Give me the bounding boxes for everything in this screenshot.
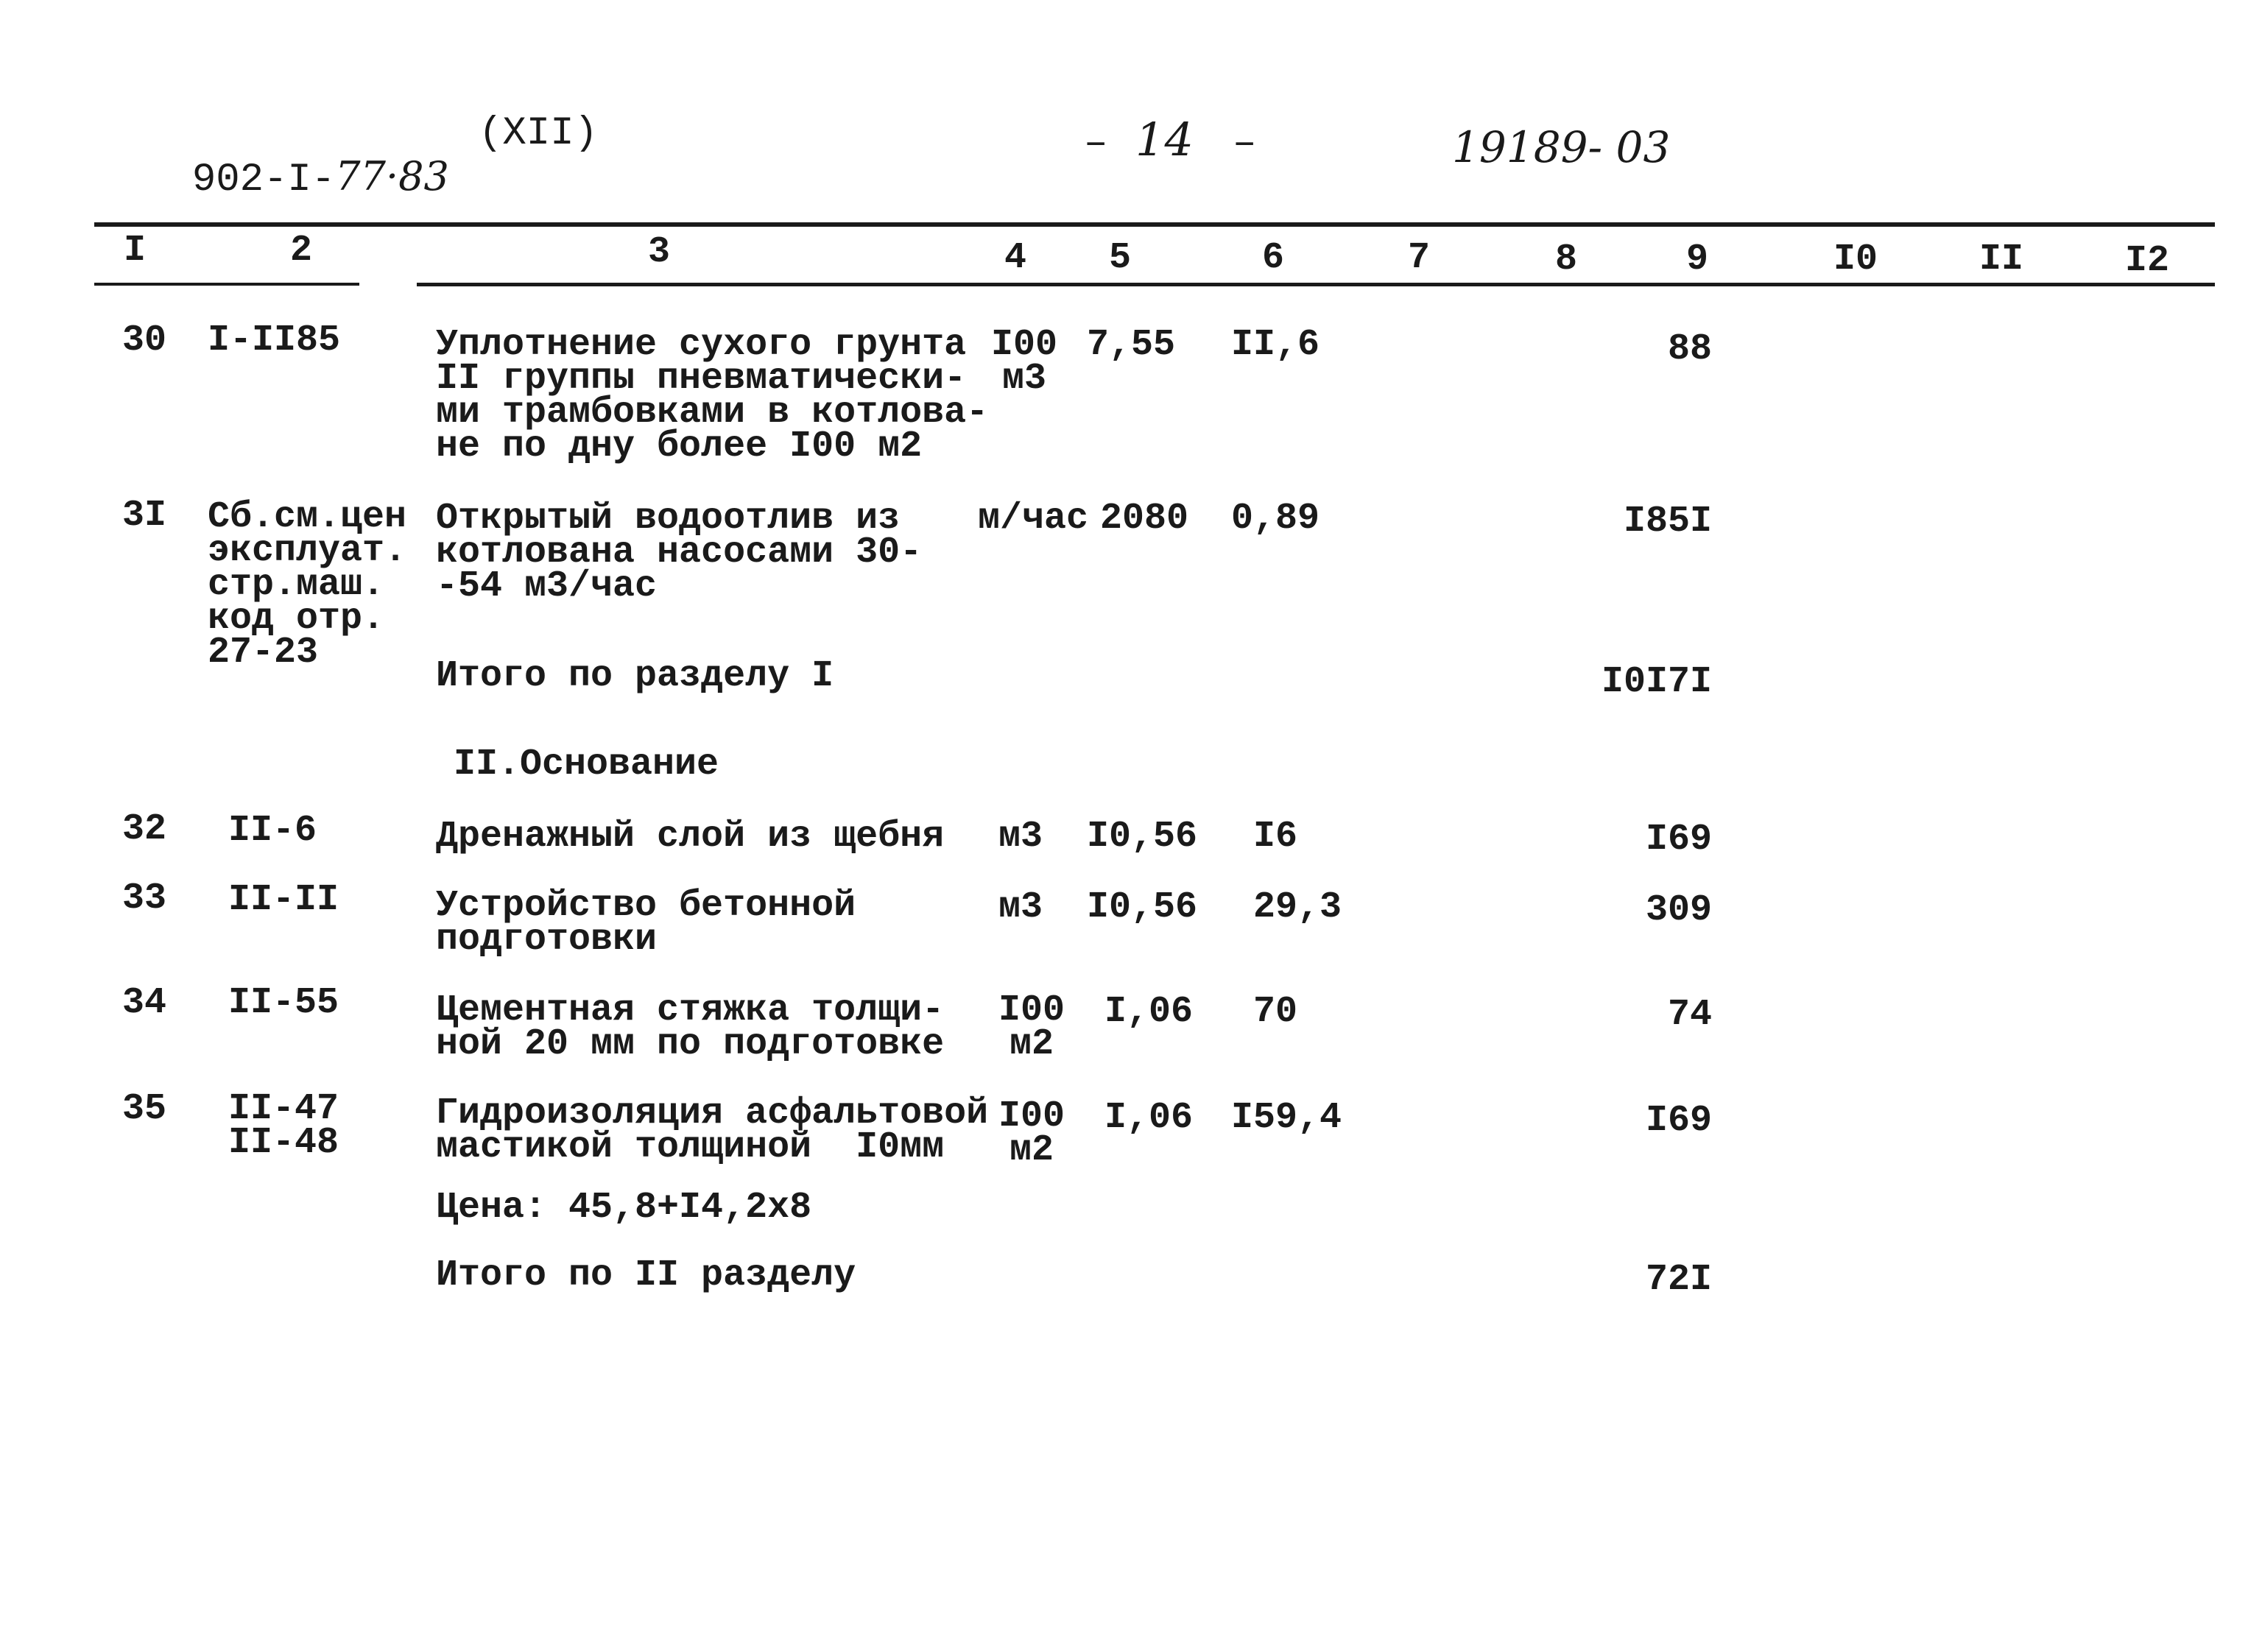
quantity: 7,55 [1087, 324, 1176, 366]
column-number: 2 [290, 230, 313, 272]
total-cost: I69 [1645, 1100, 1712, 1142]
unit: м/час [978, 498, 1089, 540]
doc-code-printed: 902-I- [191, 158, 336, 202]
column-number: 7 [1408, 237, 1431, 279]
unit: м3 [998, 816, 1043, 858]
unit: I00 м3 [990, 324, 1057, 400]
rate-code: I-II85 [208, 320, 341, 361]
rate-code: II-6 [228, 810, 317, 852]
row-number: 33 [122, 878, 167, 919]
unit-price: I59,4 [1231, 1097, 1342, 1139]
subtotal-value: I0I7I [1601, 661, 1712, 703]
total-cost: I69 [1645, 819, 1712, 861]
header-bottom-rule-right [417, 283, 2215, 286]
unit: м3 [998, 886, 1043, 928]
column-number: I2 [2125, 240, 2170, 282]
unit-price: I6 [1253, 816, 1298, 858]
archive-number: 19189- 03 [1452, 122, 1671, 172]
column-number: I [124, 230, 147, 272]
total-cost: I85I [1623, 501, 1712, 543]
quantity: I0,56 [1087, 816, 1198, 858]
work-description: Устройство бетонной подготовки [436, 885, 856, 961]
row-number: 3I [122, 495, 167, 537]
row-number: 30 [122, 320, 167, 361]
quantity: I,06 [1104, 1097, 1194, 1139]
total-cost: 309 [1645, 889, 1712, 931]
total-cost: 88 [1667, 328, 1712, 370]
price-formula-note: Цена: 45,8+I4,2х8 [436, 1187, 812, 1229]
page-number: 14 [1135, 113, 1194, 166]
total-cost: 74 [1667, 994, 1712, 1036]
row-number: 34 [122, 982, 167, 1024]
column-number: 3 [648, 231, 671, 273]
row-number: 35 [122, 1088, 167, 1130]
header-bottom-rule-left [94, 283, 359, 286]
rate-code: Сб.см.цен эксплуат. стр.маш. код отр. 27-23 [208, 496, 407, 674]
column-number: I0 [1833, 239, 1878, 280]
unit: I00 м2 [998, 989, 1065, 1065]
unit-price: 70 [1253, 991, 1298, 1033]
subtotal-label: Итого по II разделу [436, 1254, 856, 1296]
column-number: 5 [1109, 237, 1132, 279]
quantity: I0,56 [1087, 886, 1198, 928]
subtotal-label: Итого по разделу I [436, 655, 834, 697]
page-left-dash: – [1084, 121, 1108, 166]
work-description: Дренажный слой из щебня [436, 816, 945, 858]
column-number: II [1979, 239, 2024, 280]
row-number: 32 [122, 808, 167, 850]
column-number: 6 [1262, 237, 1285, 279]
rate-code: II-II [228, 879, 339, 921]
rate-code: II-47 II-48 [228, 1088, 339, 1164]
unit-price: II,6 [1231, 324, 1320, 366]
column-number: 9 [1686, 239, 1709, 280]
unit-price: 0,89 [1231, 498, 1320, 540]
doc-code-handwritten: 77·83 [335, 153, 449, 200]
unit-price: 29,3 [1253, 886, 1342, 928]
sheet-mark: (XII) [479, 111, 599, 156]
column-number: 8 [1555, 239, 1578, 280]
quantity: 2080 [1100, 498, 1189, 540]
quantity: I,06 [1104, 991, 1194, 1033]
section-title: II.Основание [454, 744, 719, 786]
column-number: 4 [1004, 237, 1027, 279]
unit: I00 м2 [998, 1095, 1065, 1171]
work-description: Цементная стяжка толщи- ной 20 мм по подготовке [436, 989, 945, 1065]
table-top-rule [94, 222, 2215, 227]
subtotal-value: 72I [1645, 1259, 1712, 1301]
doc-code [144, 110, 449, 202]
work-description: Гидроизоляция асфальтовой мастикой толщиной I0мм [436, 1092, 989, 1168]
work-description: Открытый водоотлив из котлована насосами 30- -54 м3/час [436, 498, 923, 607]
page-right-dash: – [1233, 121, 1257, 166]
work-description: Уплотнение сухого грунта II группы пневматически- ми трамбовками в котлова- не по дну более I00 м2 [436, 324, 989, 467]
rate-code: II-55 [228, 982, 339, 1024]
